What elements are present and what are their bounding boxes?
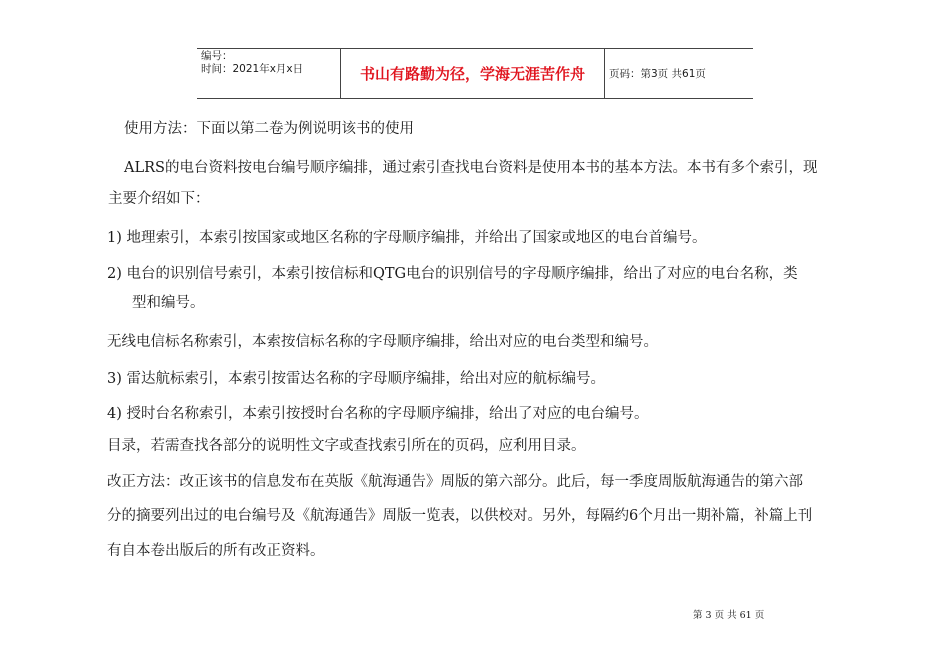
- header-code-label: 编号：: [201, 50, 233, 62]
- body-line-intro: 主要介绍如下：: [108, 191, 210, 207]
- header-meta-cell: [197, 49, 341, 98]
- body-line-item-1: 1) 地理索引，本索引按国家或地区名称的字母顺序编排，并给出了国家或地区的电台首编号。: [107, 230, 707, 246]
- body-line-item-3: 3) 雷达航标索引，本索引按雷达名称的字母顺序编排，给出对应的航标编号。: [107, 371, 605, 387]
- page-header-table: [197, 48, 753, 99]
- body-line-alrs: ALRS的电台资料按电台编号顺序编排，通过索引查找电台资料是使用本书的基本方法。本书有多个索引，现: [124, 160, 818, 176]
- body-line-usage-title: 使用方法：下面以第二卷为例说明该书的使用: [124, 121, 414, 137]
- body-line-contents: 目录，若需查找各部分的说明性文字或查找索引所在的页码，应利用目录。: [107, 438, 586, 454]
- header-time-label: 时间：2021年x月x日: [201, 63, 304, 75]
- body-line-correction-2: 分的摘要列出过的电台编号及《航海通告》周版一览表，以供校对。另外，每隔约6个月出一期补篇，补篇上刊: [107, 508, 813, 524]
- body-line-item-2-cont: 型和编号。: [132, 295, 205, 311]
- body-line-beacon-index: 无线电信标名称索引，本索按信标名称的字母顺序编排，给出对应的电台类型和编号。: [107, 334, 658, 350]
- body-line-correction-1: 改正方法：改正该书的信息发布在英版《航海通告》周版的第六部分。此后，每一季度周版航海通告的第六部: [107, 474, 803, 490]
- header-motto: 书山有路勤为径，学海无涯苦作舟: [341, 49, 605, 98]
- header-page-info: 页码：第3页 共61页: [609, 68, 706, 80]
- body-line-correction-3: 有自本卷出版后的所有改正资料。: [107, 543, 325, 559]
- body-line-item-4: 4) 授时台名称索引，本索引按授时台名称的字母顺序编排，给出了对应的电台编号。: [107, 406, 649, 422]
- body-line-item-2: 2) 电台的识别信号索引，本索引按信标和QTG电台的识别信号的字母顺序编排，给出了对应的电台名称，类: [107, 266, 798, 282]
- page-footer: 第 3 页 共 61 页: [693, 610, 765, 621]
